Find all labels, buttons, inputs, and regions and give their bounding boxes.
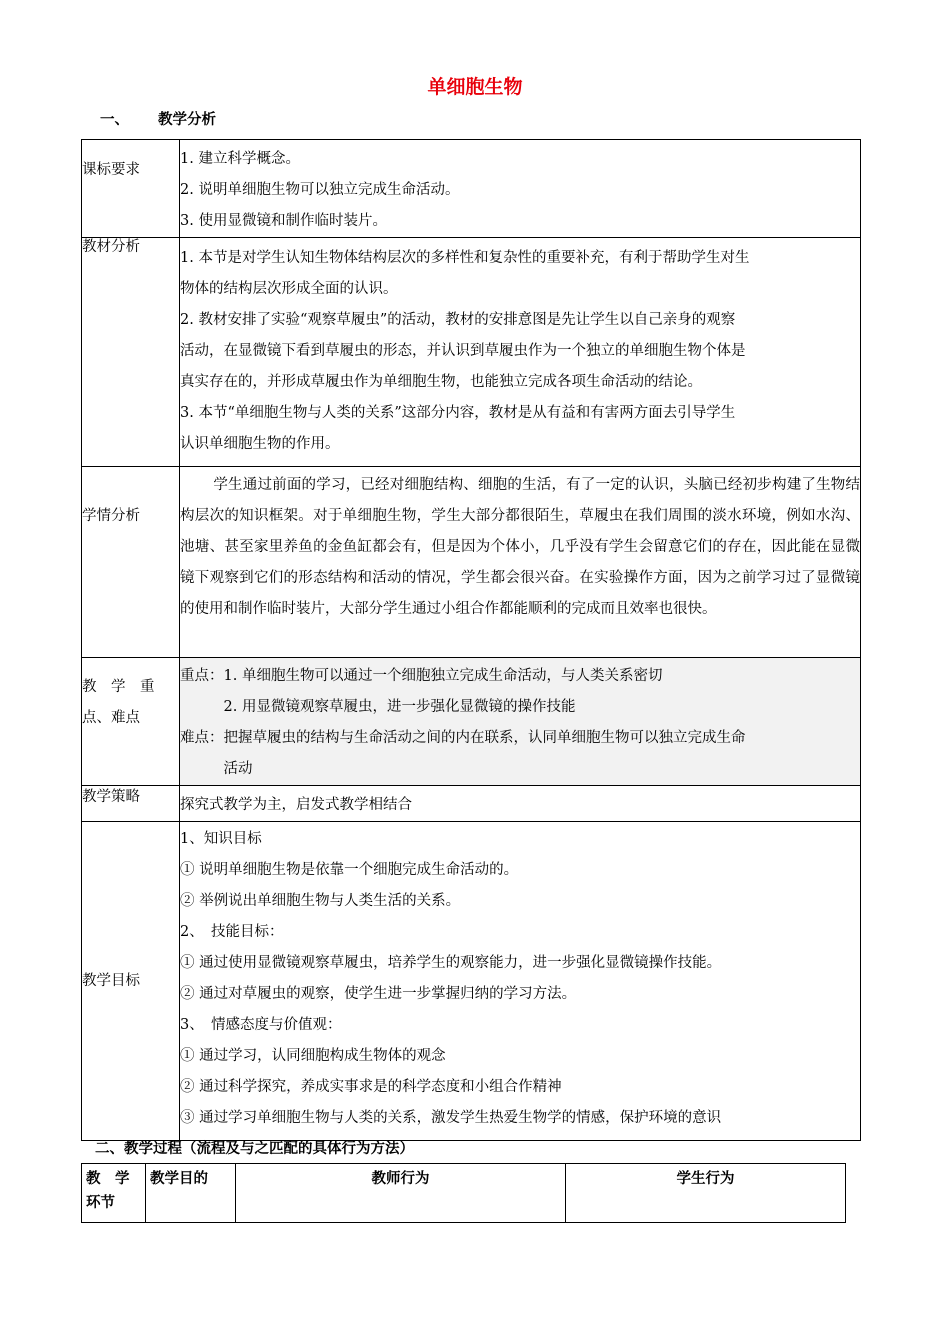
text-line: 2. 教材安排了实验“观察草履虫”的活动，教材的安排意图是先让学生以自己亲身的观察 xyxy=(180,312,736,328)
text-line: ① 说明单细胞生物是依靠一个细胞完成生命活动的。 xyxy=(180,862,519,878)
text-line: 3. 本节“单细胞生物与人类的关系”这部分内容，教材是从有益和有害两方面去引导学生 xyxy=(180,405,736,421)
text-line: 真实存在的，并形成草履虫作为单细胞生物，也能独立完成各项生命活动的结论。 xyxy=(180,374,702,390)
text-line: 重点：1. 单细胞生物可以通过一个细胞独立完成生命活动，与人类关系密切 xyxy=(180,668,663,684)
row-label: 学情分析 xyxy=(82,508,140,524)
header-cell-student xyxy=(566,1164,846,1223)
row-label: 教材分析 xyxy=(82,239,140,255)
header-text: 学生行为 xyxy=(676,1171,735,1187)
row-label: 点、难点 xyxy=(82,710,140,726)
section-heading-process: 二、教学过程（流程及与之匹配的具体行为方法） xyxy=(95,1141,414,1157)
list-item: 3. 使用显微镜和制作临时装片。 xyxy=(180,213,387,229)
process-table xyxy=(81,1163,846,1223)
list-item: 2. 说明单细胞生物可以独立完成生命活动。 xyxy=(180,182,460,198)
text-line: 探究式教学为主，启发式教学相结合 xyxy=(180,797,412,813)
section-heading-analysis xyxy=(100,108,216,129)
row-label: 课标要求 xyxy=(82,162,140,178)
process-header-row xyxy=(82,1164,846,1223)
text-line: 2. 用显微镜观察草履虫，进一步强化显微镜的操作技能 xyxy=(180,699,576,715)
text-line: ① 通过学习，认同细胞构成生物体的观念 xyxy=(180,1048,446,1064)
section-number: 一、 xyxy=(100,112,129,128)
text-line: 难点：把握草履虫的结构与生命活动之间的内在联系，认同单细胞生物可以独立完成生命 xyxy=(180,730,746,746)
header-text: 教 学 xyxy=(86,1171,130,1187)
header-text: 环节 xyxy=(86,1195,115,1211)
row-label: 教学策略 xyxy=(82,789,140,805)
row-teaching-goals xyxy=(82,822,861,1141)
analysis-table xyxy=(81,139,861,1141)
paragraph: 学生通过前面的学习，已经对细胞结构、细胞的生活，有了一定的认识，头脑已经初步构建了生物结构层次的知识框架。对于单细胞生物，学生大部分都很陌生，草履虫在我们周围的淡水环境，例如水沟、池塘、甚至家里养鱼的金鱼缸都会有，但是因为个体小，几乎没有学生会留意它们的存在，因此能在显微镜下观察到它们的形态结构和活动的情况，学生都会很兴奋。在实验操作方面，因为之前学习过了显微镜的使用和制作临时装片，大部分学生通过小组合作都能顺利的完成而且效率也很快。 xyxy=(180,477,860,617)
row-curriculum-standard xyxy=(82,140,861,238)
text-line: 物体的结构层次形成全面的认识。 xyxy=(180,281,398,297)
header-text: 教师行为 xyxy=(371,1171,430,1187)
list-item: 1. 建立科学概念。 xyxy=(180,151,300,167)
text-line: 1. 本节是对学生认知生物体结构层次的多样性和复杂性的重要补充，有利于帮助学生对生 xyxy=(180,250,750,266)
text-line: 认识单细胞生物的作用。 xyxy=(180,436,340,452)
text-line: 2、 技能目标： xyxy=(180,924,284,940)
text-line: 活动，在显微镜下看到草履虫的形态，并认识到草履虫作为一个独立的单细胞生物个体是 xyxy=(180,343,746,359)
header-cell-purpose xyxy=(146,1164,236,1223)
text-line: ③ 通过学习单细胞生物与人类的关系，激发学生热爱生物学的情感，保护环境的意识 xyxy=(180,1110,722,1126)
header-cell-stage xyxy=(82,1164,146,1223)
row-teaching-strategy xyxy=(82,786,861,822)
text-line: ② 通过科学探究，养成实事求是的科学态度和小组合作精神 xyxy=(180,1079,562,1095)
header-cell-teacher xyxy=(236,1164,566,1223)
section-label: 教学分析 xyxy=(158,112,216,128)
page-title: 单细胞生物 xyxy=(427,76,523,98)
row-label: 教学目标 xyxy=(82,972,140,989)
header-text: 教学目的 xyxy=(150,1171,208,1187)
text-line: ① 通过使用显微镜观察草履虫，培养学生的观察能力，进一步强化显微镜操作技能。 xyxy=(180,955,722,971)
text-line: ② 举例说出单细胞生物与人类生活的关系。 xyxy=(180,893,461,909)
row-student-analysis xyxy=(82,467,861,658)
row-textbook-analysis xyxy=(82,238,861,467)
text-line: 1、知识目标 xyxy=(180,831,262,847)
row-label: 教 学 重 xyxy=(82,679,155,695)
row-key-points xyxy=(82,658,861,786)
text-line: 活动 xyxy=(180,761,253,777)
text-line: 3、 情感态度与价值观： xyxy=(180,1017,342,1033)
text-line: ② 通过对草履虫的观察，使学生进一步掌握归纳的学习方法。 xyxy=(180,986,577,1002)
